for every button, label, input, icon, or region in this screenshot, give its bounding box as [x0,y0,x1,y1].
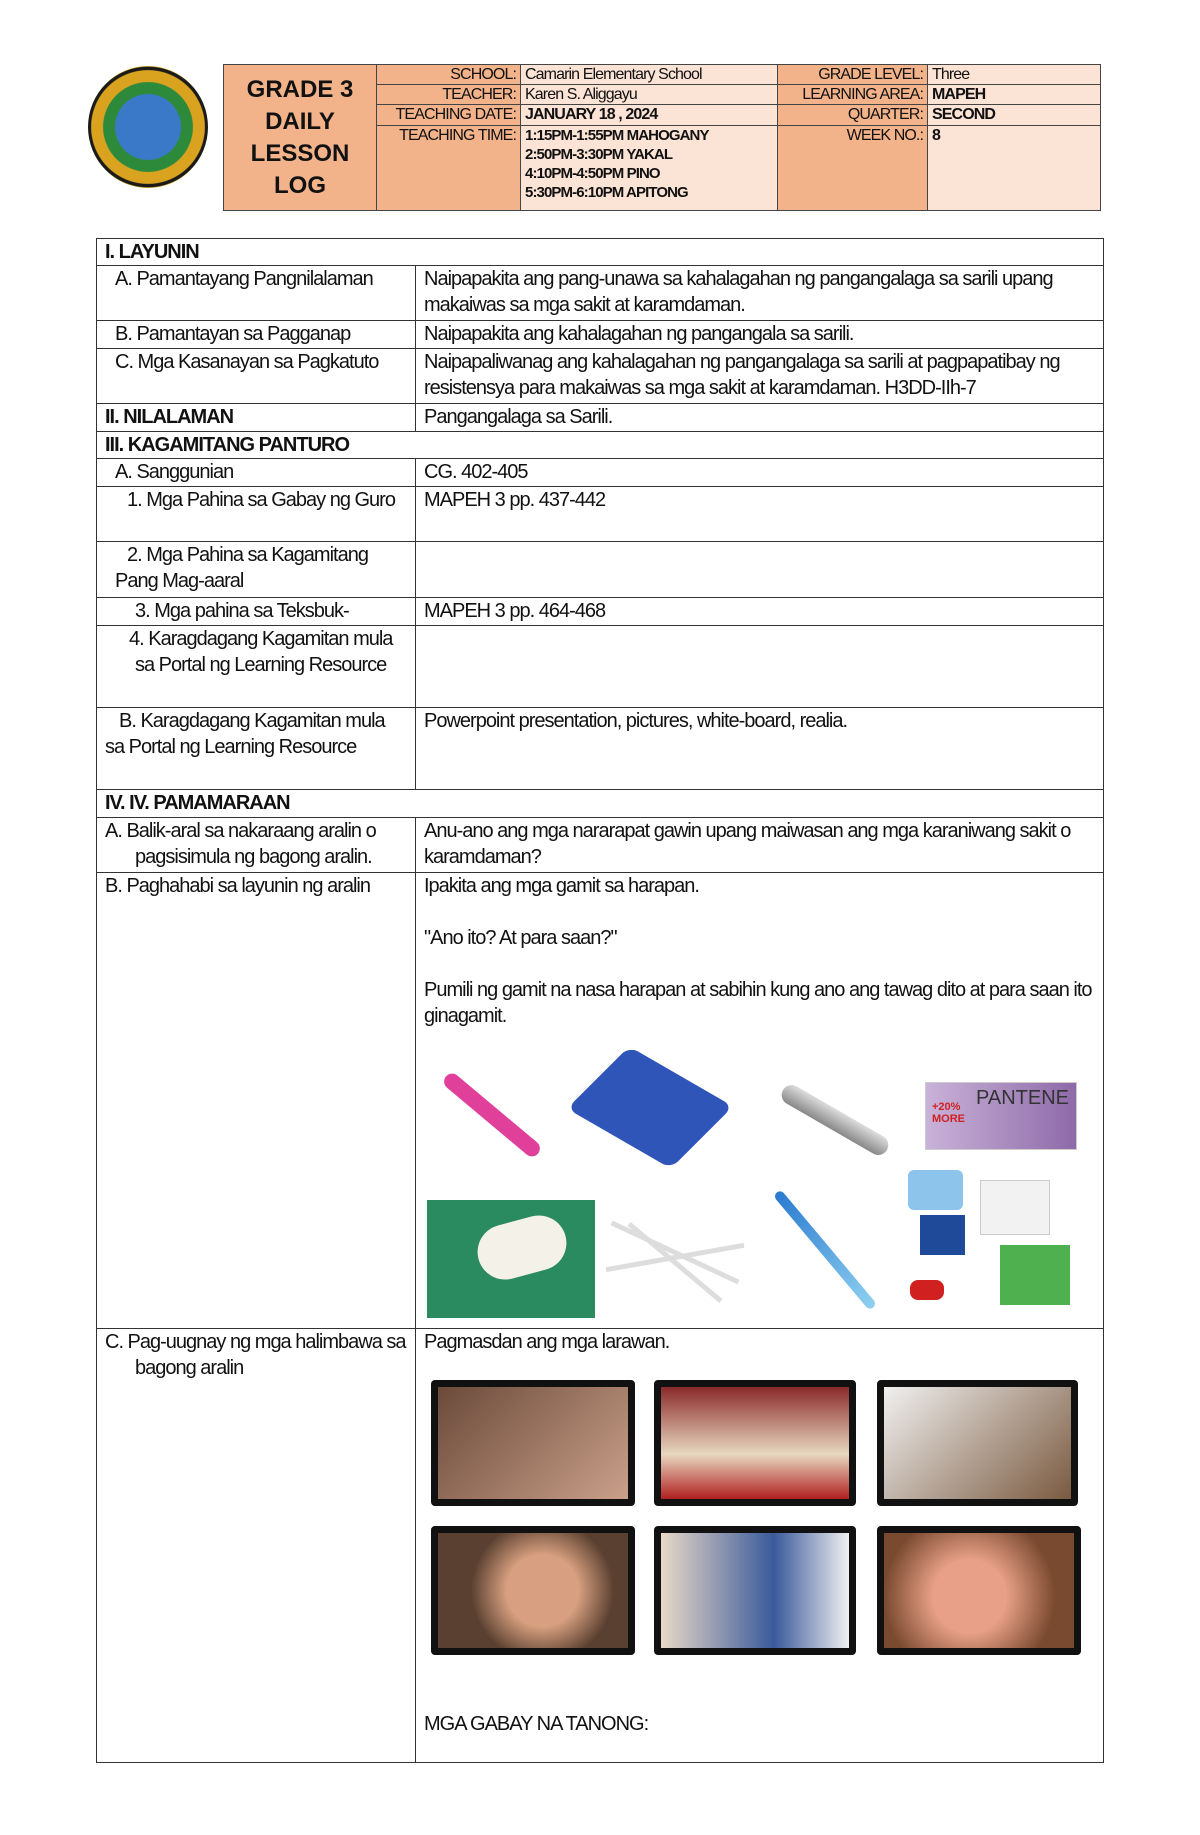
towel-image [570,1050,738,1168]
nail-clipper-image [765,1055,895,1175]
row-label: B. Paghahabi sa layunin ng aralin [97,873,416,1329]
time-value: 1:15PM-1:55PM MAHOGANY 2:50PM-3:30PM YAKAL 4:10PM-4:50PM PINO 5:30PM-6:10PM APITONG [521,126,778,211]
row-label: 4. Karagdagang Kagamitan mula sa Portal ng Learning Resource [97,626,416,708]
row-value: MAPEH 3 pp. 464-468 [416,598,1104,626]
school-label: SCHOOL: [377,65,521,85]
section-layunin: I. LAYUNIN [97,239,1104,266]
row-value: Naipapakita ang kahalagahan ng pangangala sa sarili. [416,321,1104,349]
teacher-label: TEACHER: [377,85,521,105]
dirty-child-photo [431,1526,635,1655]
pantene-image: +20% MORE PANTENE [925,1082,1077,1150]
row-label: C. Mga Kasanayan sa Pagkatuto [97,349,416,404]
week-value: 8 [928,126,1101,211]
week-label: WEEK NO.: [778,126,928,211]
grade-value: Three [928,65,1101,85]
row-value: Ipakita ang mga gamit sa harapan. "Ano ito? At para saan?" Pumili ng gamit na nasa harapan at sabihin kung ano ang tawag dito at para saan ito ginagamit. [416,873,1104,1329]
sick-boy-photo [654,1526,856,1655]
row-label: 2. Mga Pahina sa Kagamitang Pang Mag-aaral [97,542,416,598]
row-label: A. Sanggunian [97,459,416,487]
page-title: GRADE 3 DAILY LESSON LOG [224,65,377,211]
header-table [223,64,1101,211]
row-label: B. Pamantayan sa Pagganap [97,321,416,349]
school-logo [88,66,208,188]
quarter-label: QUARTER: [778,105,928,126]
row-label: 1. Mga Pahina sa Gabay ng Guro [97,487,416,542]
row-label: A. Balik-aral sa nakaraang aralin o pagsisimula ng bagong aralin. [97,818,416,873]
row-value: Pangangalaga sa Sarili. [416,404,1104,432]
clothes-image [900,1160,1092,1320]
comb-image [422,1062,542,1172]
date-label: TEACHING DATE: [377,105,521,126]
decayed-teeth-photo [654,1380,856,1506]
section-kagamitan: III. KAGAMITANG PANTURO [97,432,1104,459]
dirty-nails-photo [431,1380,635,1506]
date-value: JANUARY 18 , 2024 [521,105,778,126]
row-value: Anu-ano ang mga nararapat gawin upang maiwasan ang mga karaniwang sakit o karamdaman? [416,818,1104,873]
row-value: Naipapaliwanag ang kahalagahan ng pangangalaga sa sarili at pagpapatibay ng resistensya para makaiwas sa mga sakit at karamdaman. H3DD-IIh-7 [416,349,1104,404]
area-label: LEARNING AREA: [778,85,928,105]
ear-photo [877,1526,1081,1655]
row-value: Naipapakita ang pang-unawa sa kahalagahan ng pangangalaga sa sarili upang makaiwas sa mga sakit at karamdaman. [416,266,1104,321]
row-value: MAPEH 3 pp. 437-442 [416,487,1104,542]
school-value: Camarin Elementary School [521,65,778,85]
row-value [416,626,1104,708]
area-value: MAPEH [928,85,1101,105]
section-pamamaraan: IV. IV. PAMAMARAAN [97,790,1104,818]
time-label: TEACHING TIME: [377,126,521,211]
grade-label: GRADE LEVEL: [778,65,928,85]
row-label: A. Pamantayang Pangnilalaman [97,266,416,321]
soap-image [427,1200,595,1318]
section-nilalaman: II. NILALAMAN [97,404,416,432]
row-label: B. Karagdagang Kagamitan mula sa Portal ng Learning Resource [97,708,416,790]
row-value [416,542,1104,598]
quarter-value: SECOND [928,105,1101,126]
row-label: C. Pag-uugnay ng mga halimbawa sa bagong aralin [97,1329,416,1763]
row-value: CG. 402-405 [416,459,1104,487]
row-value: Powerpoint presentation, pictures, white-board, realia. [416,708,1104,790]
row-label: 3. Mga pahina sa Teksbuk- [97,598,416,626]
cotton-buds-image [600,1200,750,1312]
row-value: Pagmasdan ang mga larawan. MGA GABAY NA TANONG: [416,1329,1104,1763]
teacher-value: Karen S. Aliggayu [521,85,778,105]
toothbrush-image [755,1180,890,1320]
lice-hair-photo [877,1380,1078,1506]
